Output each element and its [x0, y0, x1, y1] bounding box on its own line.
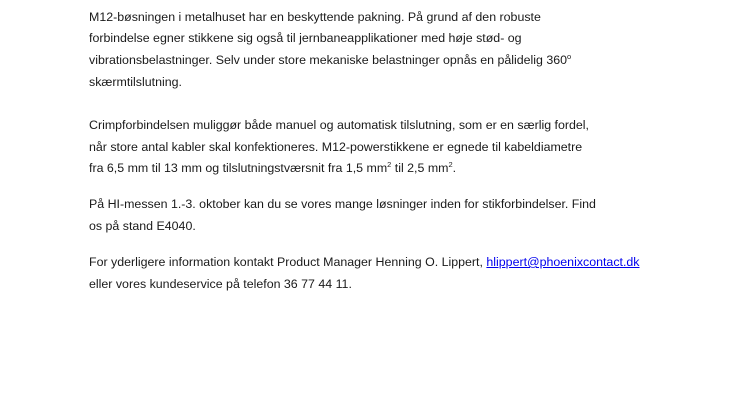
superscript: 2 — [387, 160, 392, 169]
text-span: . — [452, 161, 457, 175]
text-line: skærmtilslutning. — [89, 75, 182, 89]
text-line — [89, 53, 571, 69]
text-line — [89, 255, 640, 270]
text-line: M12-bøsningen i metalhuset har en beskyttende pakning. På grund af den robuste — [89, 10, 541, 24]
text-span: vibrationsbelastninger. Selv under store mekaniske belastninger opnås en pålidelig 360 — [89, 53, 568, 67]
text-line: Crimpforbindelsen muliggør både manuel og automatisk tilslutning, som er en særlig fordel, — [89, 118, 589, 132]
text-span: For yderligere information kontakt Product Manager Henning O. Lippert, — [89, 255, 487, 269]
text-line: når store antal kabler skal konfektioneres. M12-powerstikkene er egnede til kabeldiametre — [89, 140, 583, 154]
text-line: På HI-messen 1.-3. oktober kan du se vores mange løsninger inden for stikforbindelser. Find — [89, 197, 596, 211]
superscript: 2 — [448, 160, 453, 169]
text-line: eller vores kundeservice på telefon 36 77 44 11. — [89, 277, 352, 291]
text-span: til 2,5 mm — [391, 161, 449, 175]
email-link[interactable]: hlippert@phoenixcontact.dk — [486, 255, 640, 269]
text-line — [89, 161, 456, 177]
degree-superscript: o — [567, 52, 572, 61]
text-line: os på stand E4040. — [89, 219, 196, 233]
text-span: fra 6,5 mm til 13 mm og tilslutningstværsnit fra 1,5 mm — [89, 161, 388, 175]
text-line: forbindelse egner stikkene sig også til jernbaneapplikationer med høje stød- og — [89, 31, 522, 45]
